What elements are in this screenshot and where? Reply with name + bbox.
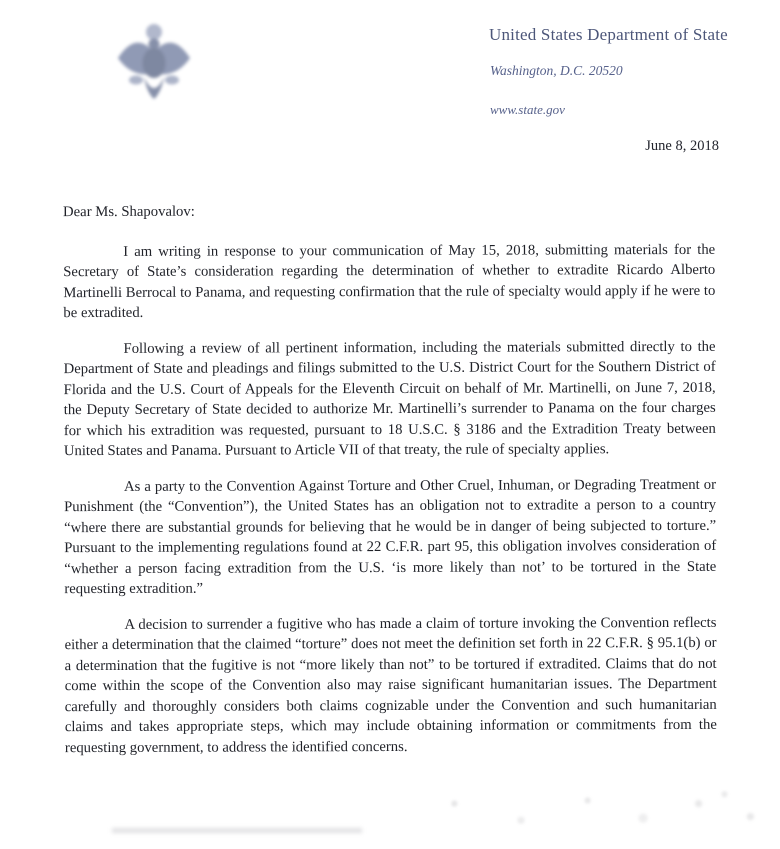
letterhead-agency-name: United States Department of State (489, 25, 728, 44)
scan-noise-smudge (112, 828, 362, 833)
scan-noise-speckles (410, 788, 780, 840)
letter-date: June 8, 2018 (645, 138, 719, 154)
letterhead-website: www.state.gov (490, 102, 565, 117)
salutation: Dear Ms. Shapovalov: (63, 203, 195, 221)
letter-paragraph-1: I am writing in response to your communication of May 15, 2018, submitting materials for the Secretary of State’s consideration regarding the determination of whether to extradite Ricardo Alberto Martinelli Berrocal to Panama, and requesting confirmation that the rule of specialty would apply if he were to be extradited. (63, 241, 716, 322)
letterhead-address: Washington, D.C. 20520 (490, 63, 623, 78)
letter-paragraph-3: As a party to the Convention Against Torture and Other Cruel, Inhuman, or Degrading Treatment or Punishment (the “Convention”), the United States has an obligation not to extradite a person to a country “where there are substantial grounds for believing that he would be in danger of being subjected to torture.” Pursuant to the implementing regulations found at 22 C.F.R. part 95, this obligation involves consideration of “whether a person facing extradition from the U.S. ‘is more likely than not’ to be tortured in the State requesting extradition.” (64, 476, 717, 598)
letter-paragraph-4: A decision to surrender a fugitive who has made a claim of torture invoking the Convention reflects either a determination that the claimed “torture” does not meet the definition set forth in 22 C.F.R. § 95.1(b) or a determination that the fugitive is not “more likely than not” to be tortured if extradited. Claims that do not come within the scope of the Convention also may raise significant humanitarian issues. The Department carefully and thoroughly considers both claims cognizable under the Convention and such humanitarian claims and takes appropriate steps, which may include obtaining information or commitments from the requesting government, to address the identified concerns. (64, 614, 717, 756)
state-department-seal-icon (113, 19, 195, 111)
letter-body (63, 200, 717, 773)
letter-paragraph-2: Following a review of all pertinent information, including the materials submitted directly to the Department of State and pleadings and filings submitted to the U.S. District Court for the Southern District of Florida and the U.S. Court of Appeals for the Eleventh Circuit on behalf of Mr. Martinelli, on June 7, 2018, the Deputy Secretary of State decided to authorize Mr. Martinelli’s surrender to Panama on the four charges for which his extradition was requested, pursuant to 18 U.S.C. § 3186 and the Extradition Treaty between United States and Panama. Pursuant to Article VII of that treaty, the rule of specialty applies. (63, 338, 716, 460)
